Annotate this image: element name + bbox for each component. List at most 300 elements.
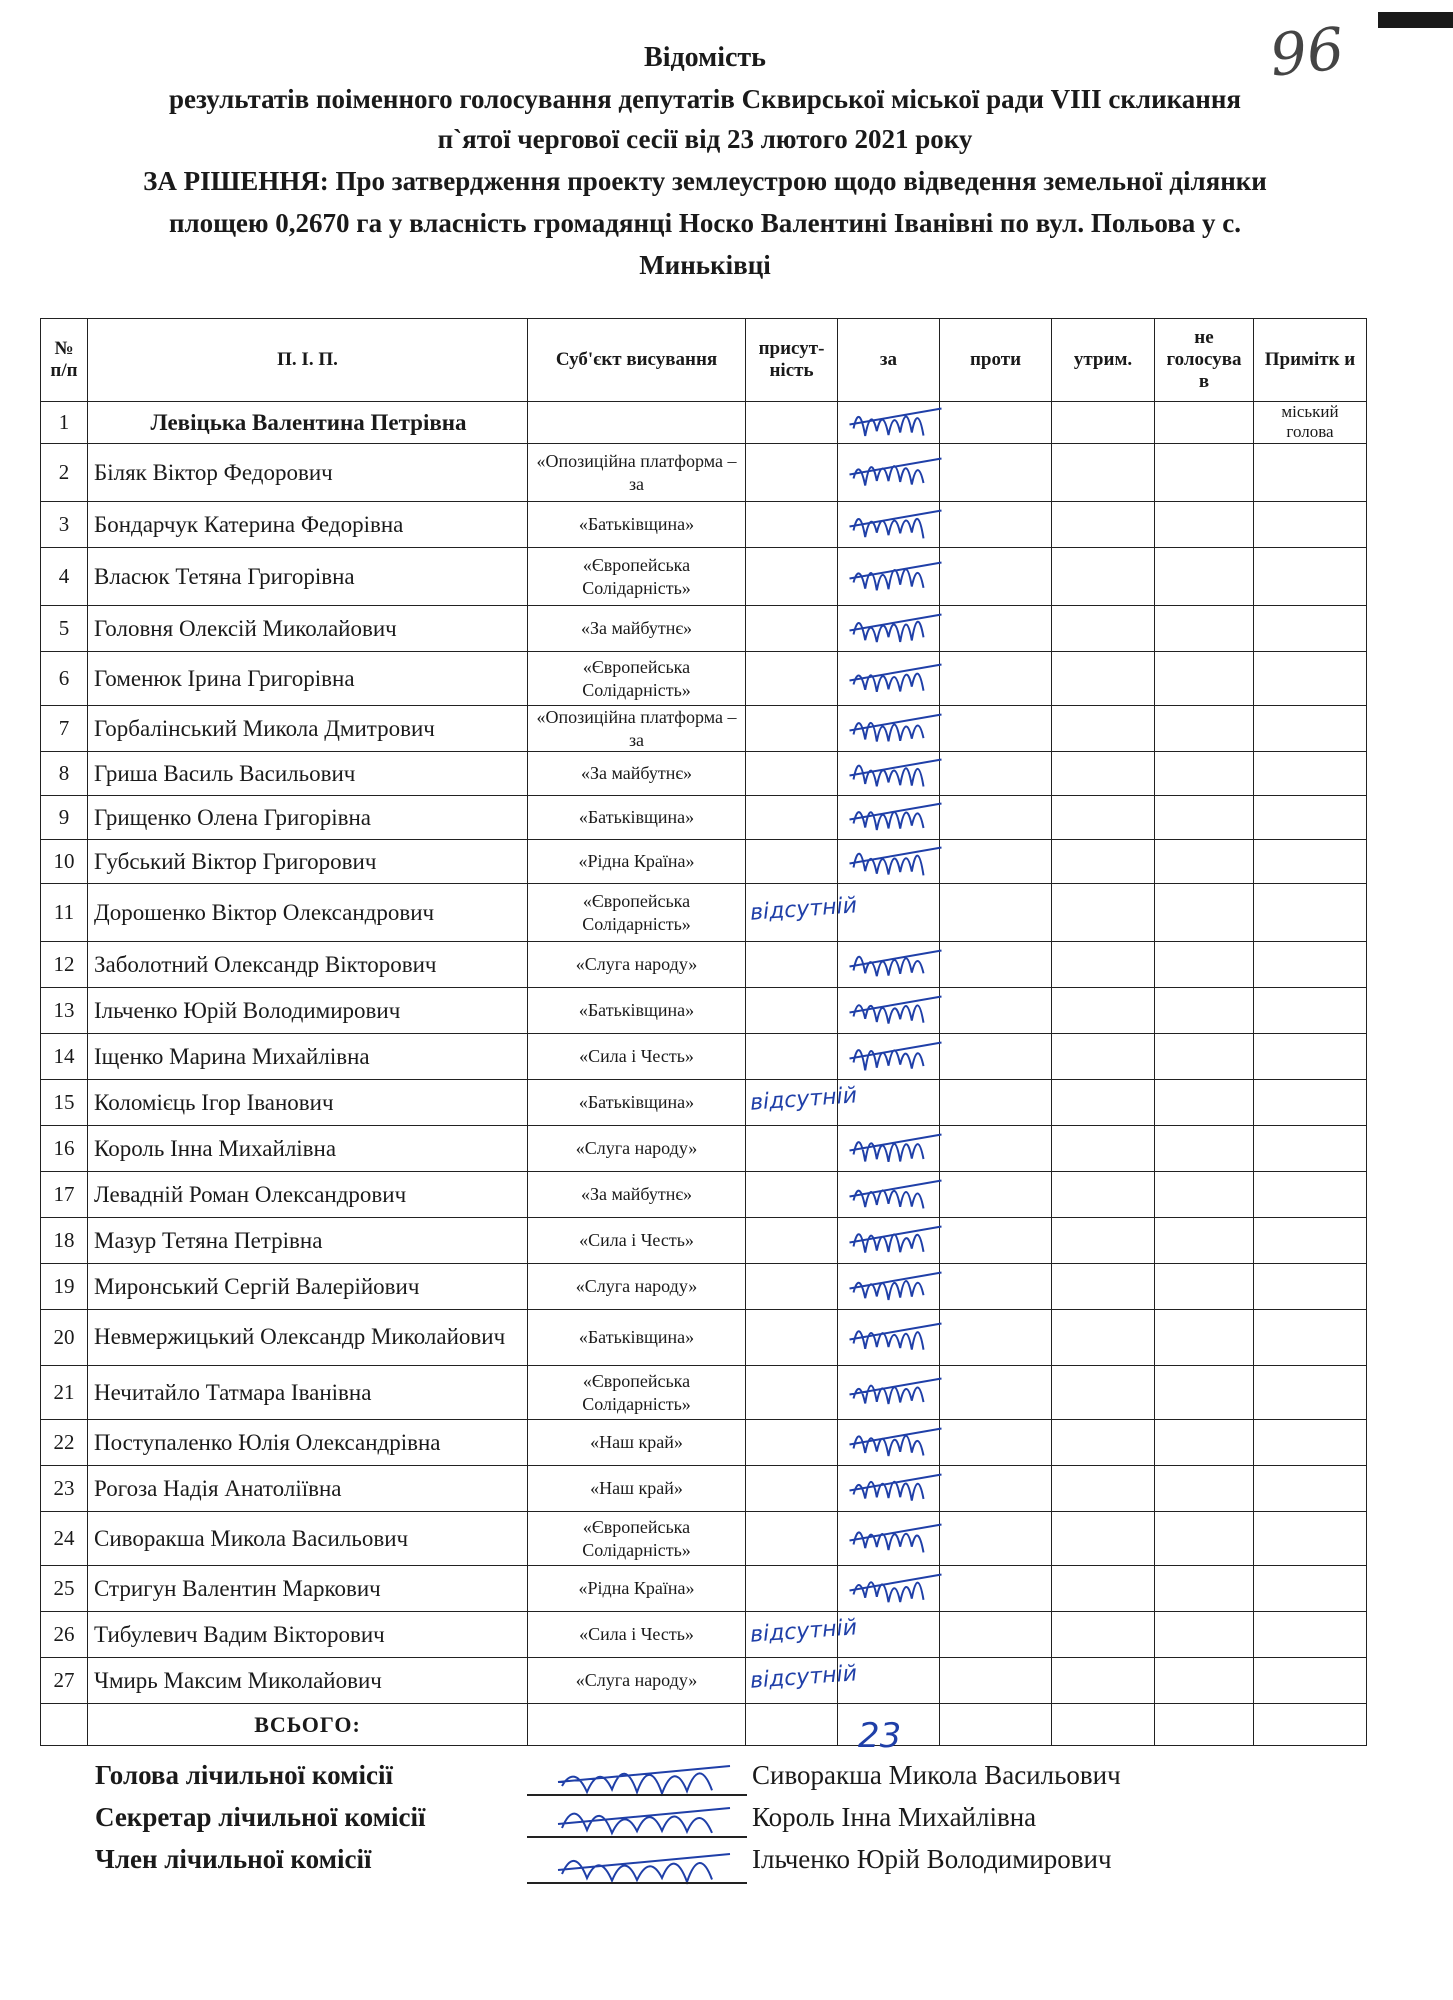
- commission-signature: [558, 1808, 730, 1833]
- row-name: Миронський Сергій Валерійович: [88, 1264, 528, 1310]
- table-row: [41, 884, 1367, 942]
- row-name: Левіцька Валентина Петрівна: [88, 402, 528, 444]
- row-not-voted-cell: [1155, 1034, 1254, 1080]
- row-number: 8: [41, 752, 88, 796]
- row-against-cell: [940, 1466, 1052, 1512]
- row-against-cell: [940, 1126, 1052, 1172]
- row-note-cell: [1254, 988, 1367, 1034]
- commission-secretary-role: Секретар лічильної комісії: [95, 1802, 426, 1832]
- row-for-cell: [838, 548, 940, 606]
- row-abstain-cell: [1052, 1466, 1155, 1512]
- row-note-cell: [1254, 1172, 1367, 1218]
- row-for-cell: [838, 402, 940, 444]
- table-row: [41, 796, 1367, 840]
- row-name: Горбалінський Микола Дмитрович: [88, 706, 528, 752]
- row-against-cell: [940, 1172, 1052, 1218]
- row-against-cell: [940, 1512, 1052, 1566]
- row-abstain-cell: [1052, 884, 1155, 942]
- header-present: присут-ність: [746, 319, 838, 402]
- row-abstain-cell: [1052, 606, 1155, 652]
- row-present-cell: [746, 444, 838, 502]
- row-not-voted-cell: [1155, 1172, 1254, 1218]
- row-not-voted-cell: [1155, 1080, 1254, 1126]
- row-for-cell: [838, 840, 940, 884]
- row-party: «Опозиційна платформа – за: [528, 706, 746, 752]
- row-not-voted-cell: [1155, 1466, 1254, 1512]
- row-not-voted-cell: [1155, 840, 1254, 884]
- row-name: Левадній Роман Олександрович: [88, 1172, 528, 1218]
- table-row: [41, 1310, 1367, 1366]
- row-not-voted-cell: [1155, 444, 1254, 502]
- row-for-cell: [838, 1366, 940, 1420]
- row-against-cell: [940, 444, 1052, 502]
- row-number: 9: [41, 796, 88, 840]
- row-not-voted-cell: [1155, 752, 1254, 796]
- row-present-cell: [746, 706, 838, 752]
- row-abstain-cell: [1052, 402, 1155, 444]
- row-number: 22: [41, 1420, 88, 1466]
- row-not-voted-cell: [1155, 706, 1254, 752]
- row-number: 19: [41, 1264, 88, 1310]
- decision-line-2: площею 0,2670 га у власність громадянці Носко Валентині Іванівні по вул. Польова у с.: [168, 208, 1242, 238]
- row-present-cell: [746, 1566, 838, 1612]
- row-present-cell: [746, 1512, 838, 1566]
- table-row: [41, 1658, 1367, 1704]
- commission-head-role: Голова лічильної комісії: [95, 1760, 393, 1790]
- header-num: № п/п: [41, 319, 88, 402]
- row-present-cell: [746, 1310, 838, 1366]
- row-number: 26: [41, 1612, 88, 1658]
- row-note-cell: [1254, 502, 1367, 548]
- row-note-cell: [1254, 1080, 1367, 1126]
- row-present-cell: [746, 1172, 838, 1218]
- row-party: «Європейська Солідарність»: [528, 1366, 746, 1420]
- row-present-cell: [746, 942, 838, 988]
- row-not-voted-cell: [1155, 1310, 1254, 1366]
- row-number: 21: [41, 1366, 88, 1420]
- row-party: «За майбутнє»: [528, 606, 746, 652]
- row-party: «Європейська Солідарність»: [528, 884, 746, 942]
- row-for-cell: [838, 652, 940, 706]
- row-name: Сиворакша Микола Васильович: [88, 1512, 528, 1566]
- row-present-cell: [746, 1034, 838, 1080]
- row-party: «За майбутнє»: [528, 752, 746, 796]
- table-row: [41, 606, 1367, 652]
- row-name: Бондарчук Катерина Федорівна: [88, 502, 528, 548]
- row-present-cell: [746, 1218, 838, 1264]
- table-row: [41, 1264, 1367, 1310]
- total-label: ВСЬОГО:: [88, 1704, 528, 1746]
- row-party: [528, 402, 746, 444]
- table-row: [41, 988, 1367, 1034]
- row-against-cell: [940, 988, 1052, 1034]
- commission-signature: [558, 1766, 730, 1794]
- row-not-voted-cell: [1155, 1218, 1254, 1264]
- row-number: 11: [41, 884, 88, 942]
- row-note-cell: [1254, 884, 1367, 942]
- row-not-voted-cell: [1155, 942, 1254, 988]
- row-abstain-cell: [1052, 652, 1155, 706]
- row-party: «Сила і Честь»: [528, 1218, 746, 1264]
- row-name: Гриша Василь Васильович: [88, 752, 528, 796]
- row-not-voted-cell: [1155, 1366, 1254, 1420]
- row-note-cell: [1254, 942, 1367, 988]
- table-row: [41, 1080, 1367, 1126]
- absent-mark: відсутній: [748, 1082, 858, 1116]
- row-abstain-cell: [1052, 1034, 1155, 1080]
- row-name: Грищенко Олена Григорівна: [88, 796, 528, 840]
- table-row: [41, 1218, 1367, 1264]
- table-header-row: [41, 319, 1367, 402]
- header-note: Примітк и: [1254, 319, 1367, 402]
- row-note-cell: [1254, 706, 1367, 752]
- row-name: Губський Віктор Григорович: [88, 840, 528, 884]
- row-present-cell: [746, 548, 838, 606]
- row-against-cell: [940, 502, 1052, 548]
- absent-mark: відсутній: [748, 892, 858, 926]
- table-row: [41, 1466, 1367, 1512]
- row-name: Власюк Тетяна Григорівна: [88, 548, 528, 606]
- absent-mark: відсутній: [748, 1614, 858, 1648]
- row-for-cell: [838, 444, 940, 502]
- row-against-cell: [940, 1612, 1052, 1658]
- row-against-cell: [940, 706, 1052, 752]
- row-note-cell: [1254, 752, 1367, 796]
- row-not-voted-cell: [1155, 1658, 1254, 1704]
- row-number: 16: [41, 1126, 88, 1172]
- row-party: «Батьківщина»: [528, 988, 746, 1034]
- row-abstain-cell: [1052, 502, 1155, 548]
- row-against-cell: [940, 1264, 1052, 1310]
- table-row: [41, 402, 1367, 444]
- row-not-voted-cell: [1155, 1264, 1254, 1310]
- total-row: [41, 1704, 1367, 1746]
- row-abstain-cell: [1052, 1366, 1155, 1420]
- row-abstain-cell: [1052, 988, 1155, 1034]
- row-for-cell: [838, 1310, 940, 1366]
- row-against-cell: [940, 1566, 1052, 1612]
- row-against-cell: [940, 942, 1052, 988]
- row-for-cell: [838, 1566, 940, 1612]
- row-name: Невмержицький Олександр Миколайович: [88, 1310, 528, 1366]
- row-name: Ільченко Юрій Володимирович: [88, 988, 528, 1034]
- row-against-cell: [940, 1218, 1052, 1264]
- row-for-cell: [838, 942, 940, 988]
- row-for-cell: [838, 606, 940, 652]
- row-note-cell: [1254, 548, 1367, 606]
- row-against-cell: [940, 402, 1052, 444]
- commission-head-name: Сиворакша Микола Васильович: [752, 1760, 1121, 1790]
- row-abstain-cell: [1052, 1264, 1155, 1310]
- header-party: Суб'єкт висування: [528, 319, 746, 402]
- row-number: 1: [41, 402, 88, 444]
- header-abstain: утрим.: [1052, 319, 1155, 402]
- row-not-voted-cell: [1155, 1512, 1254, 1566]
- row-note-cell: [1254, 1366, 1367, 1420]
- row-name: Тибулевич Вадим Вікторович: [88, 1612, 528, 1658]
- row-for-cell: [838, 1466, 940, 1512]
- row-name: Нечитайло Татмара Іванівна: [88, 1366, 528, 1420]
- row-abstain-cell: [1052, 942, 1155, 988]
- row-note-cell: [1254, 796, 1367, 840]
- row-abstain-cell: [1052, 1512, 1155, 1566]
- row-not-voted-cell: [1155, 988, 1254, 1034]
- row-number: 6: [41, 652, 88, 706]
- table-row: [41, 444, 1367, 502]
- row-name: Рогоза Надія Анатоліївна: [88, 1466, 528, 1512]
- row-note: міський голова: [1254, 402, 1367, 444]
- row-number: 14: [41, 1034, 88, 1080]
- row-present-cell: [746, 502, 838, 548]
- row-against-cell: [940, 1366, 1052, 1420]
- row-number: 27: [41, 1658, 88, 1704]
- row-note-cell: [1254, 1034, 1367, 1080]
- row-present-cell: [746, 402, 838, 444]
- row-for-cell: [838, 796, 940, 840]
- row-party: «Батьківщина»: [528, 796, 746, 840]
- row-abstain-cell: [1052, 444, 1155, 502]
- row-against-cell: [940, 796, 1052, 840]
- row-against-cell: [940, 606, 1052, 652]
- header-against: проти: [940, 319, 1052, 402]
- row-abstain-cell: [1052, 548, 1155, 606]
- row-for-cell: [838, 502, 940, 548]
- row-present-cell: [746, 1366, 838, 1420]
- row-party: «Слуга народу»: [528, 942, 746, 988]
- row-note-cell: [1254, 840, 1367, 884]
- row-abstain-cell: [1052, 1172, 1155, 1218]
- row-present-cell: [746, 988, 838, 1034]
- row-note-cell: [1254, 1218, 1367, 1264]
- row-against-cell: [940, 840, 1052, 884]
- row-not-voted-cell: [1155, 1420, 1254, 1466]
- row-against-cell: [940, 884, 1052, 942]
- row-present-cell: [746, 840, 838, 884]
- row-not-voted-cell: [1155, 884, 1254, 942]
- row-not-voted-cell: [1155, 548, 1254, 606]
- table-row: [41, 1366, 1367, 1420]
- row-note-cell: [1254, 606, 1367, 652]
- row-name: Чмирь Максим Миколайович: [88, 1658, 528, 1704]
- row-abstain-cell: [1052, 1310, 1155, 1366]
- row-abstain-cell: [1052, 1658, 1155, 1704]
- row-against-cell: [940, 1658, 1052, 1704]
- row-not-voted-cell: [1155, 652, 1254, 706]
- row-number: 5: [41, 606, 88, 652]
- row-party: «Сила і Честь»: [528, 1612, 746, 1658]
- row-note-cell: [1254, 1512, 1367, 1566]
- row-name: Гоменюк Ірина Григорівна: [88, 652, 528, 706]
- row-for-cell: [838, 752, 940, 796]
- table-row: [41, 548, 1367, 606]
- table-row: [41, 502, 1367, 548]
- row-party: «Рідна Країна»: [528, 1566, 746, 1612]
- row-number: 25: [41, 1566, 88, 1612]
- row-number: 13: [41, 988, 88, 1034]
- document-subtitle-line-2: п`ятої чергової сесії від 23 лютого 2021 року: [437, 124, 973, 154]
- row-name: Дорошенко Віктор Олександрович: [88, 884, 528, 942]
- row-present-cell: [746, 652, 838, 706]
- row-party: «Європейська Солідарність»: [528, 1512, 746, 1566]
- table-row: [41, 1512, 1367, 1566]
- decision-line-1: ЗА РІШЕННЯ: Про затвердження проекту землеустрою щодо відведення земельної ділянки: [143, 166, 1267, 196]
- row-present-cell: [746, 752, 838, 796]
- row-number: 20: [41, 1310, 88, 1366]
- row-abstain-cell: [1052, 1612, 1155, 1658]
- row-abstain-cell: [1052, 840, 1155, 884]
- row-name: Стригун Валентин Маркович: [88, 1566, 528, 1612]
- row-against-cell: [940, 1034, 1052, 1080]
- row-party: «Рідна Країна»: [528, 840, 746, 884]
- total-for-value: 23: [858, 1716, 902, 1756]
- table-row: [41, 840, 1367, 884]
- table-row: [41, 1172, 1367, 1218]
- row-present-cell: [746, 796, 838, 840]
- row-name: Коломієць Ігор Іванович: [88, 1080, 528, 1126]
- row-party: «За майбутнє»: [528, 1172, 746, 1218]
- row-abstain-cell: [1052, 1420, 1155, 1466]
- table-row: [41, 1034, 1367, 1080]
- absent-mark: відсутній: [748, 1660, 858, 1694]
- row-for-cell: [838, 988, 940, 1034]
- row-against-cell: [940, 752, 1052, 796]
- row-for-cell: [838, 706, 940, 752]
- row-note-cell: [1254, 1126, 1367, 1172]
- row-name: Поступаленко Юлія Олександрівна: [88, 1420, 528, 1466]
- row-number: 3: [41, 502, 88, 548]
- row-number: 17: [41, 1172, 88, 1218]
- commission-signature: [558, 1854, 730, 1882]
- row-against-cell: [940, 1420, 1052, 1466]
- row-number: 12: [41, 942, 88, 988]
- row-against-cell: [940, 1080, 1052, 1126]
- header-for: за: [838, 319, 940, 402]
- row-present-cell: [746, 1264, 838, 1310]
- row-party: «Батьківщина»: [528, 1080, 746, 1126]
- row-abstain-cell: [1052, 1218, 1155, 1264]
- row-note-cell: [1254, 1420, 1367, 1466]
- header-not-voted: не голосува в: [1155, 319, 1254, 402]
- signature-line-member: [527, 1882, 747, 1884]
- row-note-cell: [1254, 1658, 1367, 1704]
- scan-edge-mark: [1378, 12, 1453, 28]
- row-against-cell: [940, 548, 1052, 606]
- signature-line-secretary: [527, 1836, 747, 1838]
- row-present-cell: [746, 1420, 838, 1466]
- row-note-cell: [1254, 1310, 1367, 1366]
- row-party: «Слуга народу»: [528, 1264, 746, 1310]
- row-abstain-cell: [1052, 752, 1155, 796]
- commission-member-name: Ільченко Юрій Володимирович: [752, 1844, 1112, 1874]
- row-party: «Сила і Честь»: [528, 1034, 746, 1080]
- row-for-cell: [838, 1218, 940, 1264]
- row-number: 15: [41, 1080, 88, 1126]
- voting-table: [40, 318, 1367, 1746]
- table-row: [41, 1612, 1367, 1658]
- row-not-voted-cell: [1155, 1566, 1254, 1612]
- row-against-cell: [940, 652, 1052, 706]
- row-present-cell: [746, 1126, 838, 1172]
- row-for-cell: [838, 1264, 940, 1310]
- row-name: Мазур Тетяна Петрівна: [88, 1218, 528, 1264]
- row-party: «Європейська Солідарність»: [528, 548, 746, 606]
- row-party: «Слуга народу»: [528, 1126, 746, 1172]
- row-note-cell: [1254, 1566, 1367, 1612]
- row-for-cell: [838, 1512, 940, 1566]
- row-not-voted-cell: [1155, 1612, 1254, 1658]
- document-title: Відомість: [644, 42, 766, 73]
- signature-line-head: [527, 1794, 747, 1796]
- table-row: [41, 1126, 1367, 1172]
- table-row: [41, 1566, 1367, 1612]
- row-not-voted-cell: [1155, 606, 1254, 652]
- row-party: «Батьківщина»: [528, 1310, 746, 1366]
- row-abstain-cell: [1052, 1566, 1155, 1612]
- row-not-voted-cell: [1155, 402, 1254, 444]
- decision-line-3: Миньківці: [639, 250, 771, 280]
- commission-secretary-name: Король Інна Михайлівна: [752, 1802, 1037, 1832]
- row-against-cell: [940, 1310, 1052, 1366]
- row-note-cell: [1254, 652, 1367, 706]
- row-number: 4: [41, 548, 88, 606]
- row-name: Іщенко Марина Михайлівна: [88, 1034, 528, 1080]
- row-abstain-cell: [1052, 706, 1155, 752]
- row-note-cell: [1254, 1612, 1367, 1658]
- row-number: 23: [41, 1466, 88, 1512]
- row-abstain-cell: [1052, 796, 1155, 840]
- table-row: [41, 706, 1367, 752]
- table-row: [41, 752, 1367, 796]
- row-note-cell: [1254, 1466, 1367, 1512]
- row-present-cell: [746, 1466, 838, 1512]
- row-name: Головня Олексій Миколайович: [88, 606, 528, 652]
- row-party: «Наш край»: [528, 1420, 746, 1466]
- row-not-voted-cell: [1155, 796, 1254, 840]
- row-abstain-cell: [1052, 1126, 1155, 1172]
- row-for-cell: [838, 1126, 940, 1172]
- row-party: «Європейська Солідарність»: [528, 652, 746, 706]
- row-present-cell: [746, 606, 838, 652]
- row-not-voted-cell: [1155, 1126, 1254, 1172]
- document-subtitle-line-1: результатів поіменного голосування депутатів Сквирської міської ради VIII скликання: [168, 84, 1242, 114]
- commission-member-role: Член лічильної комісії: [95, 1844, 372, 1874]
- row-for-cell: [838, 1172, 940, 1218]
- header-name: П. І. П.: [88, 319, 528, 402]
- row-party: «Батьківщина»: [528, 502, 746, 548]
- row-name: Біляк Віктор Федорович: [88, 444, 528, 502]
- row-number: 10: [41, 840, 88, 884]
- row-note-cell: [1254, 444, 1367, 502]
- table-row: [41, 942, 1367, 988]
- table-row: [41, 652, 1367, 706]
- row-number: 2: [41, 444, 88, 502]
- row-for-cell: [838, 1034, 940, 1080]
- row-number: 24: [41, 1512, 88, 1566]
- row-not-voted-cell: [1155, 502, 1254, 548]
- page-number: 96: [1266, 14, 1348, 90]
- row-name: Заболотний Олександр Вікторович: [88, 942, 528, 988]
- row-number: 7: [41, 706, 88, 752]
- row-party: «Наш край»: [528, 1466, 746, 1512]
- row-party: «Опозиційна платформа – за: [528, 444, 746, 502]
- row-name: Король Інна Михайлівна: [88, 1126, 528, 1172]
- table-row: [41, 1420, 1367, 1466]
- row-note-cell: [1254, 1264, 1367, 1310]
- row-number: 18: [41, 1218, 88, 1264]
- row-for-cell: [838, 1420, 940, 1466]
- row-party: «Слуга народу»: [528, 1658, 746, 1704]
- row-abstain-cell: [1052, 1080, 1155, 1126]
